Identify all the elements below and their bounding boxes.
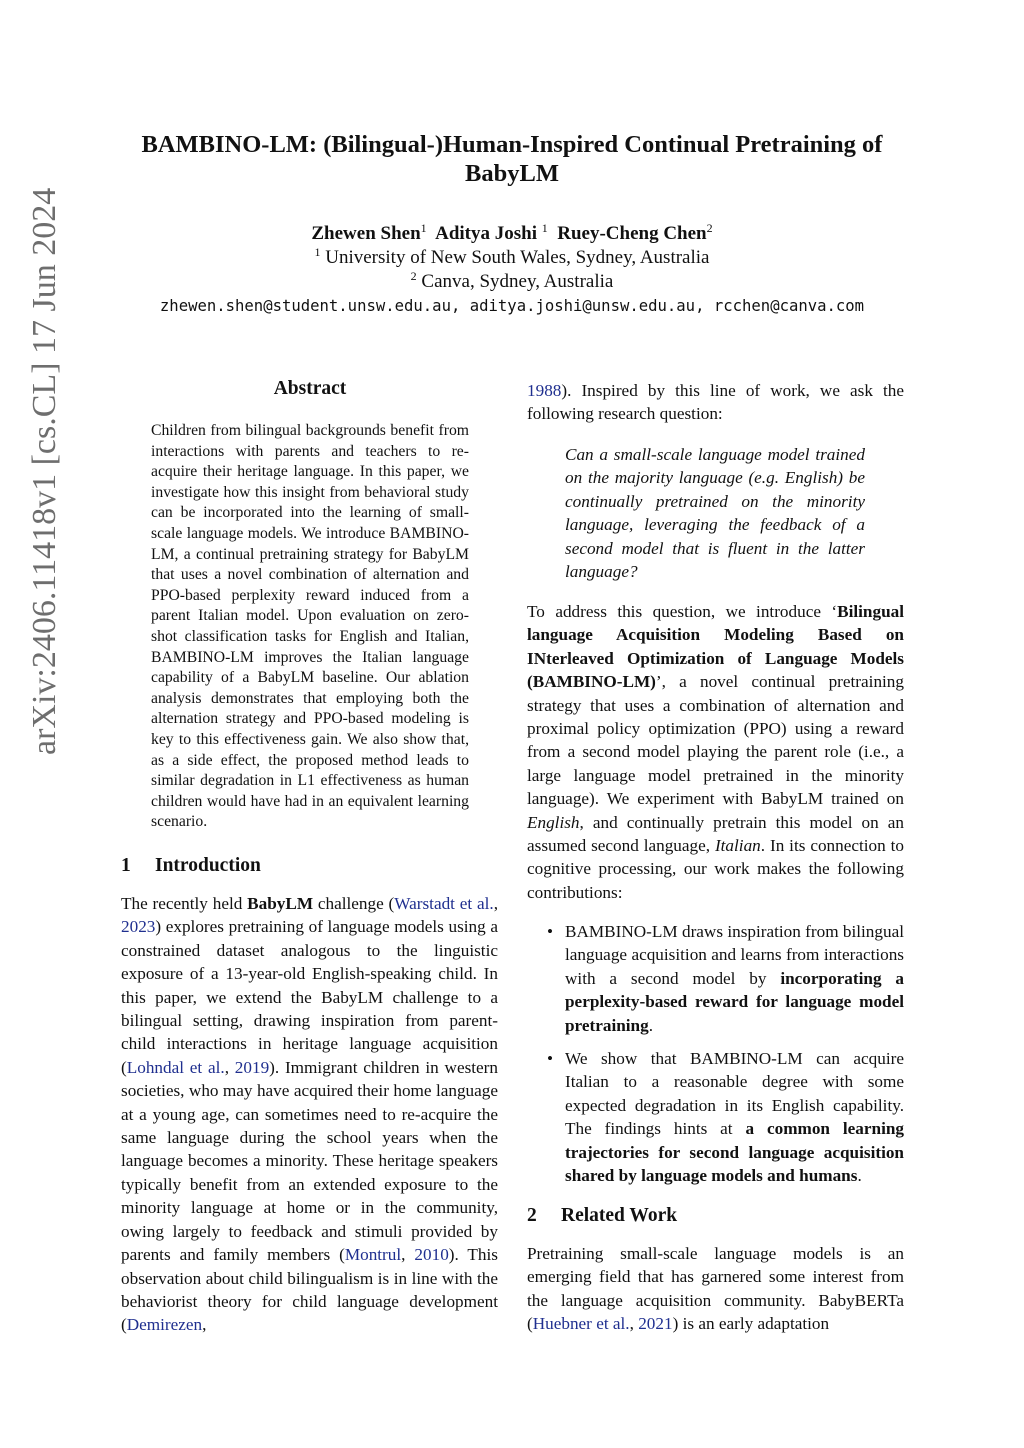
section-heading-related-work [527,1204,677,1228]
email-line: zhewen.shen@student.unsw.edu.au, aditya.joshi@unsw.edu.au, rcchen@canva.com [159,297,865,315]
citation-link[interactable]: Demirezen [126,1315,203,1335]
italic-term: English [527,812,580,832]
related-work-paragraph [527,1242,904,1336]
text-run: , [401,1245,415,1265]
author-name: Ruey-Cheng Chen [557,223,707,244]
text-run: Pretraining small-scale language models is an emerging field that has garnered some interest from the language acquisition community. BabyBERTa ( [527,1244,904,1334]
text-run: ). Inspired by this line of work, we ask the following research question: [527,381,904,424]
citation-link[interactable]: Warstadt et al. [394,894,494,913]
text-run: We show that BAMBINO-LM can acquire Italian to a reasonable degree with some expected degradation in its English capability. The findings hints at [565,1049,904,1139]
author-name: Zhewen Shen [311,223,421,244]
affiliation-text: University of New South Wales, Sydney, Australia [325,247,710,268]
list-item [527,920,904,1037]
bullet-icon: • [547,1049,554,1069]
bold-term: BabyLM [247,894,314,913]
text-run: challenge ( [313,894,395,913]
citation-link[interactable]: 2021 [638,1314,673,1334]
section-title: Introduction [155,855,261,876]
abstract-heading: Abstract [273,378,347,399]
text-run: ’, a novel continual pretraining strategy that uses a combination of alternation and proximal policy optimization (PPO) using a reward from a second model playing the parent role (i.e., a large language model pretrained in the minority language). We experiment with BabyLM trained on [527,672,904,809]
right-column-opening [527,379,904,426]
affiliation-text: Canva, Sydney, Australia [421,271,614,292]
citation-link[interactable]: 1988 [527,381,562,400]
affiliation-mark: 1 [541,221,548,235]
contribution-intro-paragraph [527,600,904,904]
text-run: ) is an early adaptation [672,1314,830,1334]
affiliation-mark: 1 [314,245,321,259]
text-run: , [224,1057,235,1077]
text-run: . [857,1166,862,1186]
email[interactable]: zhewen.shen@student.unsw.edu.au [159,297,451,315]
text-run: , [202,1315,207,1335]
text-run: To address this question, we introduce ‘ [527,602,838,621]
affiliation-mark: 2 [706,221,713,235]
citation-link[interactable]: 2023 [121,917,156,937]
section-number: 2 [527,1205,537,1226]
italic-term: Italian [714,836,761,856]
affiliation-mark: 1 [420,221,427,235]
abstract-body: Children from bilingual backgrounds benefit from interactions with parents and teachers to re-acquire their heritage language. In this paper, we investigate how this insight from behavioral study can be incorporated into the learning of small-scale language models. We introduce BAMBINO-LM, a continual pretraining strategy for BabyLM that uses a novel combination of alternation and PPO-based perplexity reward induced from a parent Italian model. Upon evaluation on zero-shot classification tasks for English and Italian, BAMBINO-LM improves the Italian language capability of a BabyLM baseline. Our ablation analysis demonstrates that employing both the alternation strategy and PPO-based modeling is key to this effectiveness gain. We also show that, as a side effect, the proposed method leads to similar degradation in L1 effectiveness as human children would have had in an equivalent learning scenario. [151,422,469,831]
email[interactable]: aditya.joshi@unsw.edu.au [469,297,696,315]
section-title: Related Work [561,1205,678,1226]
citation-link[interactable]: 2010 [414,1245,449,1265]
text-run: . [648,1015,654,1035]
contributions-list [527,920,904,1197]
email[interactable]: rcchen@canva.com [713,297,865,315]
citation-link[interactable]: Montrul [344,1245,402,1265]
section-number: 1 [121,855,131,876]
author-name: Aditya Joshi [435,223,537,244]
citation-link[interactable]: 2019 [234,1057,270,1077]
bullet-icon: • [547,922,554,941]
citation-link[interactable]: Huebner et al. [532,1314,630,1334]
bold-term: a common learning trajectories for second language acquisition shared by language models and humans [565,1119,904,1186]
author-names [100,222,924,246]
author-block [100,222,924,318]
text-run: , and continually pretrain this model on an assumed second language, [527,812,904,856]
affiliation-line [100,246,924,270]
citation-link[interactable]: Lohndal et al. [126,1057,225,1077]
text-run: The recently held [121,894,248,913]
text-run: , [493,894,498,913]
arxiv-stamp: arXiv:2406.11418v1 [cs.CL] 17 Jun 2024 [26,187,63,755]
text-run: BAMBINO-LM draws inspiration from bilingual language acquisition and learns from interactions with a second model by [565,922,904,988]
list-item [527,1047,904,1187]
research-question: Can a small-scale language model trained on the majority language (e.g. English) be continually pretrained on the minority language, leveraging the feedback of a second model that is fluent in the latter language? [565,445,865,582]
section-heading-introduction [121,854,261,878]
text-run: . In its connection to cognitive processing, our work makes the following contributions: [527,836,904,902]
paper-title: BAMBINO-LM: (Bilingual-)Human-Inspired Continual Pretraining of BabyLM [141,131,883,187]
bold-term: Bilingual language Acquisition Modeling Based on INterleaved Optimization of Language Models (BAMBINO-LM) [527,602,904,692]
affiliation-line [100,270,924,294]
text-run: ) explores pretraining of language models using a constrained dataset analogous to the linguistic exposure of a 13-year-old English-speaking child. In this paper, we extend the BabyLM challenge to a bilingual setting, drawing inspiration from parent-child interactions in heritage language acquisition ( [121,917,498,1077]
text-run: , [629,1314,639,1334]
introduction-paragraph [121,892,498,1337]
bold-term: incorporating a perplexity-based reward for language model pretraining [565,968,905,1035]
affiliation-mark: 2 [410,269,417,283]
text-run: ). This observation about child bilingualism is in line with the behaviorist theory for child language development ( [121,1245,498,1335]
text-run: ). Immigrant children in western societies, who may have acquired their home language at a young age, can sometimes need to re-acquire the same language during the school years when the language becomes a minority. These heritage speakers typically benefit from an extended exposure to the minority language at home or in the community, owing largely to feedback and stimuli provided by parents and family members ( [121,1057,498,1265]
